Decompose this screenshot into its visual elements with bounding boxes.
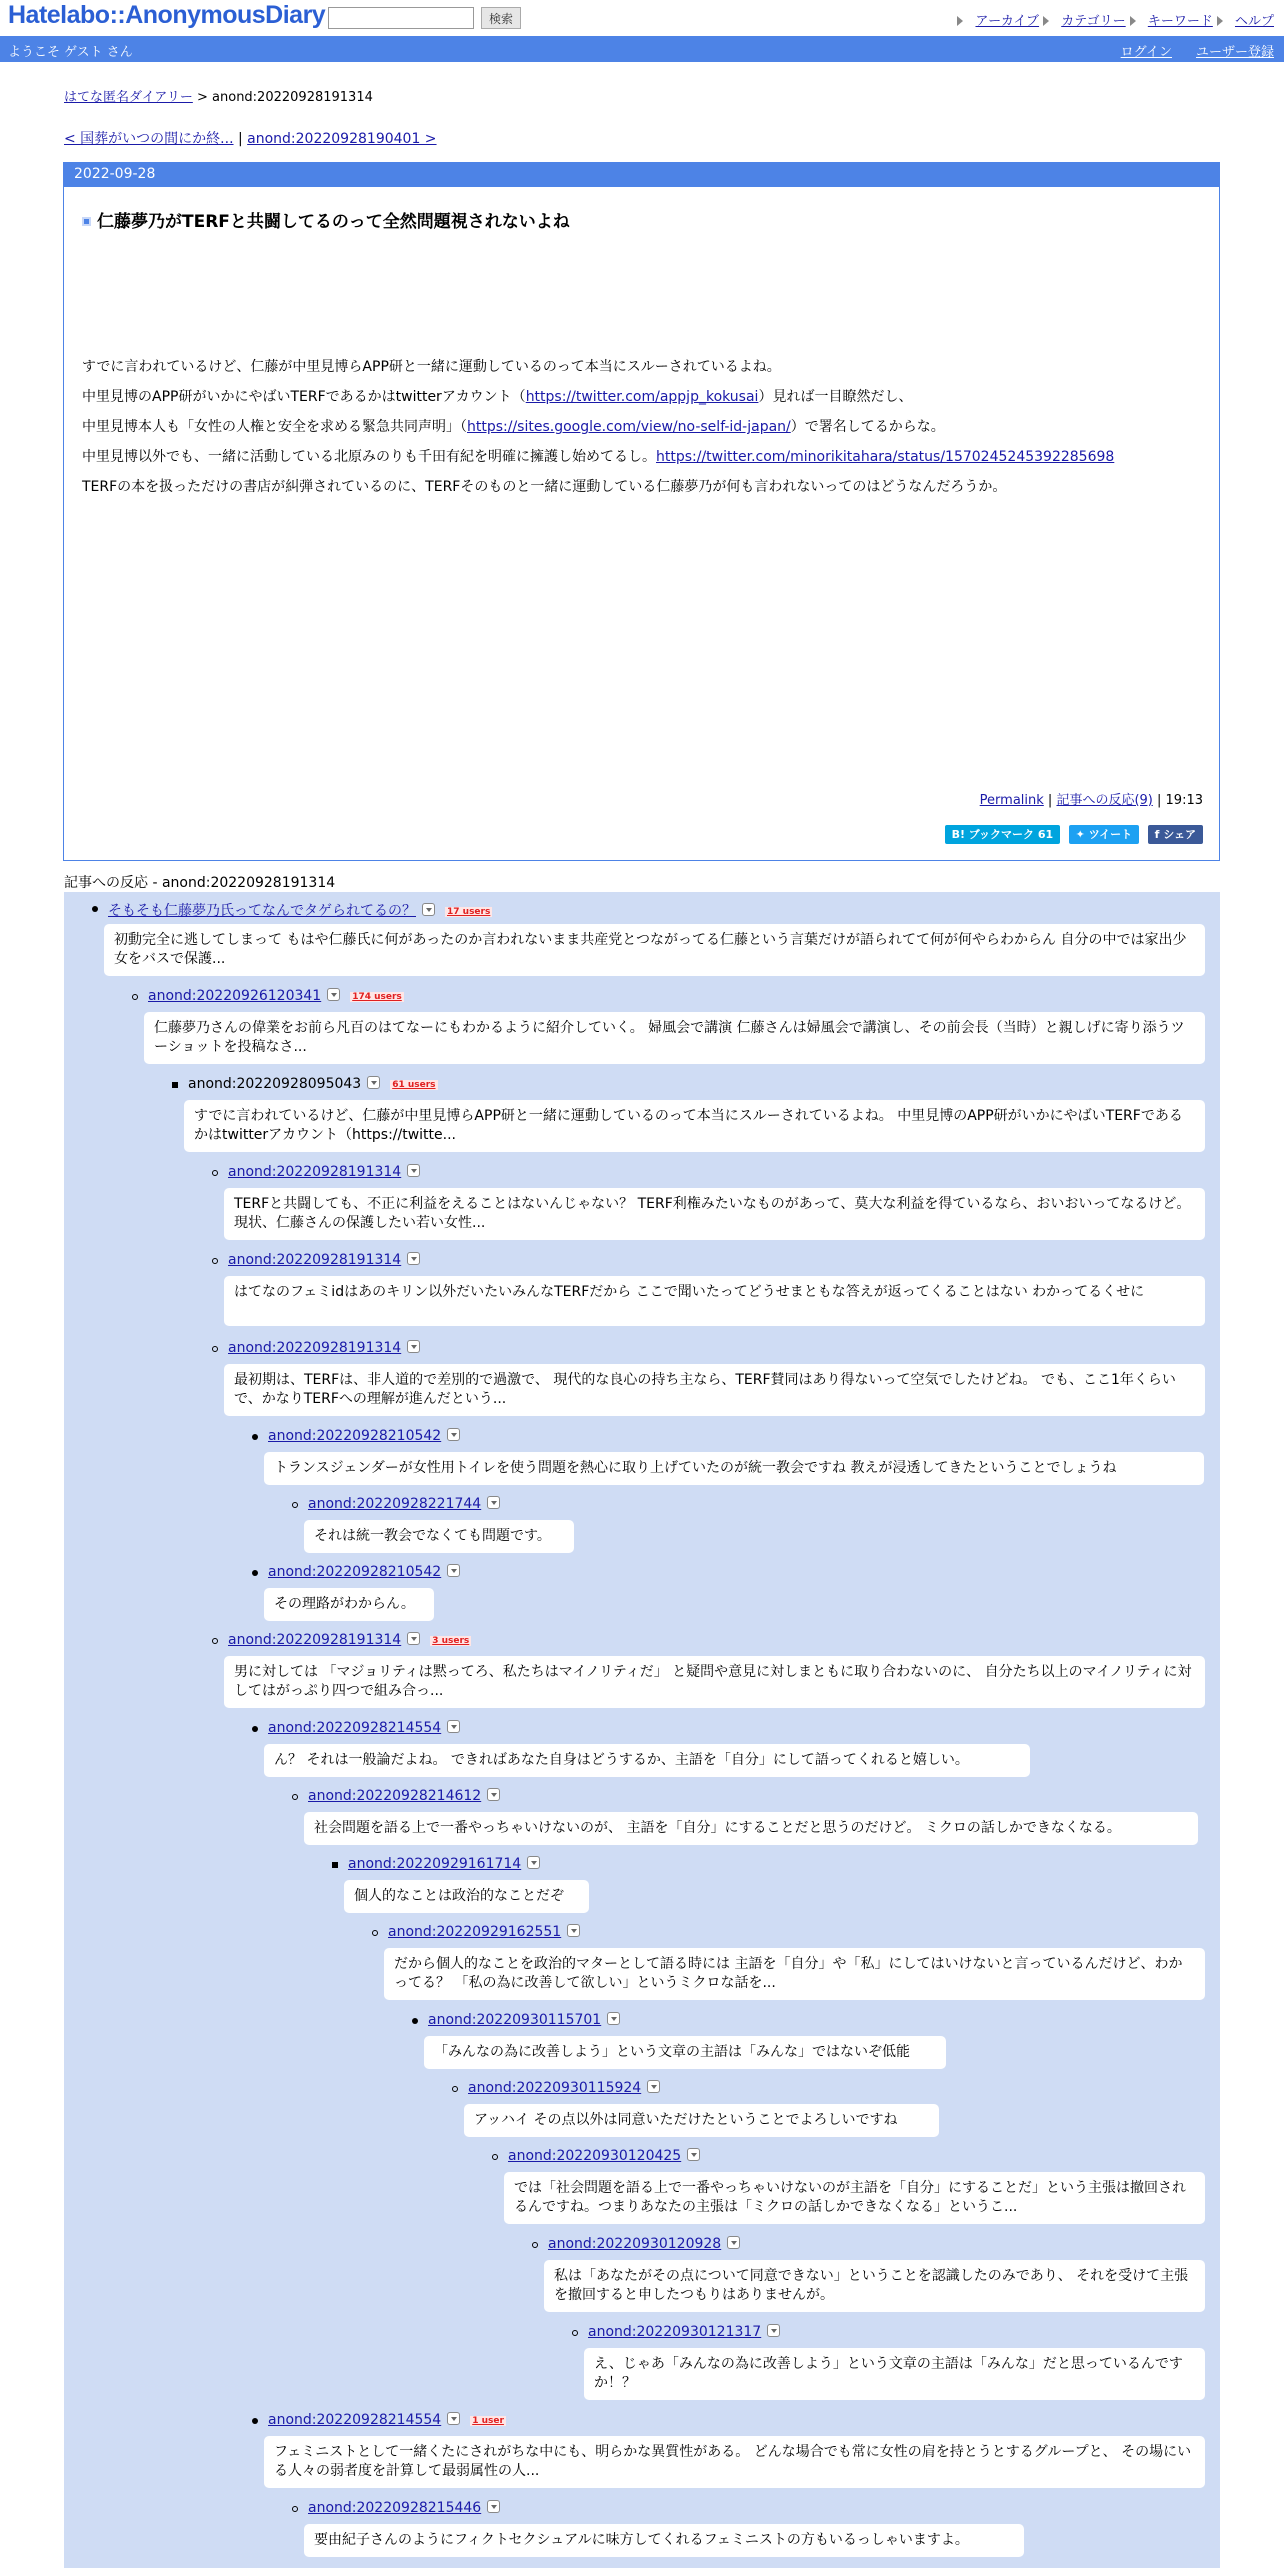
hatena-bookmark-button[interactable]: B! ブックマーク 61 xyxy=(945,825,1061,844)
dropdown-toggle-icon[interactable] xyxy=(487,1788,500,1801)
reaction-excerpt: それは統一教会でなくても問題です。 xyxy=(304,1520,574,1553)
dropdown-toggle-icon[interactable] xyxy=(407,1252,420,1265)
nav-help[interactable] xyxy=(1217,14,1274,29)
breadcrumb-current: anond:20220928191314 xyxy=(212,90,373,105)
reaction-header xyxy=(308,1788,500,1804)
nav-keyword-link[interactable]: キーワード xyxy=(1147,14,1213,29)
reaction-header xyxy=(268,1564,460,1580)
dropdown-toggle-icon[interactable] xyxy=(422,903,435,916)
reaction-excerpt: すでに言われているけど、仁藤が中里見博らAPP研と一緒に運動しているのって本当にスルーされているよね。 中里見博のAPP研がいかにやばいTERFであるかはtwitterアカウント（https://twitte... xyxy=(184,1100,1205,1152)
reaction-header xyxy=(308,2500,500,2516)
article xyxy=(63,162,1220,861)
bookmark-users-badge[interactable]: 17 users xyxy=(447,907,491,917)
bullet-icon xyxy=(452,2086,458,2092)
reaction-id[interactable]: anond:20220930120928 xyxy=(548,2236,722,2252)
dropdown-toggle-icon[interactable] xyxy=(647,2080,660,2093)
site-logo[interactable]: Hatelabo::AnonymousDiary xyxy=(8,1,326,29)
reaction-id[interactable]: anond:20220928210542 xyxy=(268,1428,442,1444)
dropdown-toggle-icon[interactable] xyxy=(447,2412,460,2425)
prev-next-nav xyxy=(64,128,437,148)
reaction-id[interactable]: anond:20220929162551 xyxy=(388,1924,562,1940)
reaction-id[interactable]: anond:20220929161714 xyxy=(348,1856,522,1872)
reaction-excerpt: 個人的なことは政治的なことだぞ xyxy=(344,1880,589,1913)
article-footer: Permalink | 記事への反応(9) | 19:13 xyxy=(979,793,1203,808)
dropdown-toggle-icon[interactable] xyxy=(447,1428,460,1441)
bookmark-users-badge[interactable]: 3 users xyxy=(432,1636,470,1646)
body-line xyxy=(82,442,1114,472)
breadcrumb xyxy=(64,86,373,105)
tweet-button[interactable] xyxy=(1069,825,1140,844)
reaction-id[interactable]: anond:20220930120425 xyxy=(508,2148,682,2164)
reaction-excerpt: トランスジェンダーが女性用トイレを使う問題を熱心に取り上げていたのが統一教会ですね 教えが浸透してきたということでしょうね xyxy=(264,1452,1204,1485)
reaction-id[interactable]: anond:20220928191314 xyxy=(228,1340,402,1356)
reaction-excerpt: 社会問題を語る上で一番やっちゃいけないのが、 主語を「自分」にすることだと思うのだけど。 ミクロの話しかできなくなる。 xyxy=(304,1812,1198,1845)
bullet-icon xyxy=(372,1930,378,1936)
reaction-header xyxy=(148,988,404,1004)
dropdown-toggle-icon[interactable] xyxy=(447,1720,460,1733)
article-title-text: 仁藤夢乃がTERFと共闘してるのって全然問題視されないよね xyxy=(97,212,570,232)
reaction-header xyxy=(308,1496,500,1512)
facebook-icon: f xyxy=(1154,828,1164,841)
bird-icon: ✦ xyxy=(1075,828,1089,841)
reaction-id[interactable]: anond:20220928191314 xyxy=(228,1252,402,1268)
permalink[interactable]: Permalink xyxy=(979,793,1044,808)
reaction-excerpt: では「社会問題を語る上で一番やっちゃいけないのが主語を「自分」にすることだ」という主張は撤回されるんですね。つまりあなたの主張は「ミクロの話しかできなくなる」というこ... xyxy=(504,2172,1205,2224)
top-nav xyxy=(957,10,1274,29)
reaction-excerpt: 仁藤夢乃さんの偉業をお前ら凡百のはてなーにもわかるように紹介していく。 婦風会で講演 仁藤さんは婦風会で講演し、その前会長（当時）と親しげに寄り添うツーショットを投稿なさ... xyxy=(144,1012,1205,1064)
post-time: 19:13 xyxy=(1165,793,1203,808)
dropdown-toggle-icon[interactable] xyxy=(727,2236,740,2249)
reaction-header xyxy=(228,1632,471,1648)
reaction-id[interactable]: anond:20220930121317 xyxy=(588,2324,762,2340)
reaction-tree xyxy=(64,892,1220,2568)
reaction-header xyxy=(268,1428,460,1444)
reaction-id: anond:20220928095043 xyxy=(188,1076,362,1092)
arrow-icon xyxy=(1043,16,1049,26)
body-text: 中里見博以外でも、一緒に活動している北原みのりも千田有紀を明確に擁護し始めてるし。 xyxy=(82,449,656,465)
body-text: ）で署名してるからな。 xyxy=(790,419,945,435)
body-line xyxy=(82,412,1114,442)
reaction-header xyxy=(428,2012,620,2028)
dropdown-toggle-icon[interactable] xyxy=(767,2324,780,2337)
reaction-excerpt: はてなのフェミidはあのキリン以外だいたいみんなTERFだから ここで聞いたってどうせまともな答えが返ってくることはない わかってるくせに xyxy=(224,1276,1205,1326)
body-link[interactable]: https://twitter.com/appjp_kokusai xyxy=(525,389,759,405)
reaction-id[interactable]: anond:20220930115701 xyxy=(428,2012,602,2028)
bullet-icon xyxy=(212,1346,218,1352)
reaction-id[interactable]: anond:20220928215446 xyxy=(308,2500,482,2516)
search-input[interactable] xyxy=(328,7,474,29)
nav-keyword[interactable] xyxy=(1130,14,1213,29)
dropdown-toggle-icon[interactable] xyxy=(607,2012,620,2025)
search-button[interactable]: 検索 xyxy=(481,7,521,29)
tweet-label: ツイート xyxy=(1088,828,1133,841)
reaction-id[interactable]: anond:20220928191314 xyxy=(228,1632,402,1648)
register-link[interactable]: ユーザー登録 xyxy=(1195,45,1274,60)
bullet-icon xyxy=(572,2330,578,2336)
reaction-header xyxy=(228,1164,420,1180)
arrow-icon xyxy=(1217,16,1223,26)
body-text: すでに言われているけど、仁藤が中里見博らAPP研と一緒に運動しているのって本当にスルーされているよね。 xyxy=(82,359,781,375)
bullet-icon xyxy=(132,994,138,1000)
arrow-icon xyxy=(1130,16,1136,26)
bullet-icon xyxy=(252,1570,258,1576)
dropdown-toggle-icon[interactable] xyxy=(407,1632,420,1645)
next-entry-link[interactable]: anond:20220928190401 > xyxy=(247,131,437,147)
breadcrumb-separator: > xyxy=(196,90,208,105)
body-link[interactable]: https://sites.google.com/view/no-self-id-japan/ xyxy=(467,419,791,435)
reaction-header xyxy=(508,2148,700,2164)
bullet-icon xyxy=(252,1434,258,1440)
body-line xyxy=(82,382,1114,412)
dropdown-toggle-icon[interactable] xyxy=(407,1340,420,1353)
user-bar xyxy=(0,36,1284,62)
bullet-icon xyxy=(252,1726,258,1732)
bookmark-users-badge[interactable]: 1 user xyxy=(472,2416,504,2426)
reaction-id[interactable]: そもそも仁藤夢乃氏ってなんでタゲられてるの？ xyxy=(108,903,416,919)
body-text: 中里見博のAPP研がいかにやばいTERFであるかはtwitterアカウント（ xyxy=(82,389,526,405)
bullet-icon xyxy=(212,1638,218,1644)
prev-entry-link[interactable]: < 国葬がいつの間にか終... xyxy=(64,131,234,147)
arrow-icon xyxy=(957,16,963,26)
reactions-header: 記事への反応 - anond:20220928191314 xyxy=(64,872,1220,897)
nav-category-link[interactable]: カテゴリー xyxy=(1061,14,1126,29)
bullet-icon xyxy=(212,1258,218,1264)
dropdown-toggle-icon[interactable] xyxy=(447,1564,460,1577)
bookmark-users-badge[interactable]: 174 users xyxy=(352,992,402,1002)
article-date: 2022-09-28 xyxy=(64,163,1219,187)
reaction-header xyxy=(468,2080,660,2096)
login-link[interactable]: ログイン xyxy=(1120,45,1172,60)
reaction-id[interactable]: anond:20220926120341 xyxy=(148,988,322,1004)
reactions-link[interactable]: 記事への反応(9) xyxy=(1056,793,1153,808)
prev-next-separator: | xyxy=(237,131,243,147)
reaction-excerpt: その理路がわからん。 xyxy=(264,1588,434,1621)
bullet-icon xyxy=(532,2242,538,2248)
reaction-id[interactable]: anond:20220928214554 xyxy=(268,2412,442,2428)
reaction-header xyxy=(588,2324,780,2340)
reaction-excerpt: 「みんなの為に改善しよう」という文章の主語は「みんな」ではないぞ低能 xyxy=(424,2036,946,2069)
facebook-share-button[interactable] xyxy=(1148,825,1203,844)
dropdown-toggle-icon[interactable] xyxy=(487,2500,500,2513)
reaction-id[interactable]: anond:20220930115924 xyxy=(468,2080,642,2096)
reaction-excerpt: だから個人的なことを政治的マターとして語る時には 主語を「自分」や「私」にしてはいけないと言っているんだけど、わかってる？ 「私の為に改善して欲しい」というミクロな話を... xyxy=(384,1948,1205,2000)
bookmark-users-badge[interactable]: 61 users xyxy=(392,1080,436,1090)
dropdown-toggle-icon[interactable] xyxy=(687,2148,700,2161)
bullet-icon xyxy=(332,1862,338,1868)
dropdown-toggle-icon[interactable] xyxy=(567,1924,580,1937)
reaction-header xyxy=(548,2236,740,2252)
reaction-excerpt: え、じゃあ「みんなの為に改善しよう」という文章の主語は「みんな」だと思っているんですか！？ xyxy=(584,2348,1205,2400)
body-text: 中里見博本人も「女性の人権と安全を求める緊急共同声明」（ xyxy=(82,419,467,435)
reaction-header xyxy=(108,900,492,920)
breadcrumb-root[interactable]: はてな匿名ダイアリー xyxy=(64,90,193,105)
body-link[interactable]: https://twitter.com/minorikitahara/status/1570245245392285698 xyxy=(656,449,1115,465)
reaction-excerpt: 要由紀子さんのようにフィクトセクシュアルに味方してくれるフェミニストの方もいるっしゃいますよ。 xyxy=(304,2524,1024,2557)
bullet-icon xyxy=(292,1794,298,1800)
dropdown-toggle-icon[interactable] xyxy=(367,1076,380,1089)
reaction-id[interactable]: anond:20220928214554 xyxy=(268,1720,442,1736)
nav-archive-link[interactable]: アーカイブ xyxy=(975,14,1040,29)
dropdown-toggle-icon[interactable] xyxy=(527,1856,540,1869)
article-title xyxy=(82,207,570,232)
dropdown-toggle-icon[interactable] xyxy=(407,1164,420,1177)
reaction-header xyxy=(268,1720,460,1736)
reaction-excerpt: フェミニストとして一緒くたにされがちな中にも、明らかな異質性がある。 どんな場合でも常に女性の肩を持とうとするグループと、 その場にいる人々の弱者度を計算して最弱属性の人... xyxy=(264,2436,1205,2488)
reaction-excerpt: 私は「あなたがその点について同意できない」ということを認識したのみであり、 それを受けて主張を撤回すると申したつもりはありませんが。 xyxy=(544,2260,1205,2312)
article-body xyxy=(82,352,1114,502)
reaction-header xyxy=(228,1252,420,1268)
reaction-id[interactable]: anond:20220928191314 xyxy=(228,1164,402,1180)
top-bar xyxy=(0,0,1284,36)
body-text: TERFの本を扱っただけの書店が糾弾されているのに、TERFそのものと一緒に運動している仁藤夢乃が何も言われないってのはどうなんだろうか。 xyxy=(82,479,1007,495)
reaction-header xyxy=(348,1856,540,1872)
reaction-header xyxy=(268,2412,506,2428)
reaction-excerpt: TERFと共闘しても、不正に利益をえることはないんじゃない？ TERF利権みたいなものがあって、莫大な利益を得ているなら、おいおいってなるけど。 現状、仁藤さんの保護したい若い女性... xyxy=(224,1188,1205,1240)
reaction-header xyxy=(228,1340,420,1356)
reaction-id[interactable]: anond:20220928210542 xyxy=(268,1564,442,1580)
reaction-excerpt: アッハイ その点以外は同意いただけたということでよろしいですね xyxy=(464,2104,939,2137)
bullet-icon xyxy=(412,2018,418,2024)
reaction-header xyxy=(188,1076,438,1092)
body-line xyxy=(82,472,1114,502)
dropdown-toggle-icon[interactable] xyxy=(327,988,340,1001)
nav-category[interactable] xyxy=(1043,14,1125,29)
bullet-icon xyxy=(92,906,98,912)
nav-help-link[interactable]: ヘルプ xyxy=(1234,14,1274,29)
reaction-id[interactable]: anond:20220928221744 xyxy=(308,1496,482,1512)
reaction-excerpt: 男に対しては 「マジョリティは黙ってろ、私たちはマイノリティだ」 と疑問や意見に対しまともに取り合わないのに、 自分たち以上のマイノリティに対してはがっぷり四つで組み合っ... xyxy=(224,1656,1205,1708)
reaction-excerpt: 最初期は、TERFは、非人道的で差別的で過激で、 現代的な良心の持ち主なら、TERF賛同はあり得ないって空気でしたけどね。 でも、ここ1年くらいで、かなりTERFへの理解が進んだという... xyxy=(224,1364,1205,1416)
bullet-icon xyxy=(212,1170,218,1176)
dropdown-toggle-icon[interactable] xyxy=(487,1496,500,1509)
body-text: ）見れば一目瞭然だし、 xyxy=(758,389,913,405)
reaction-excerpt: ん？ それは一般論だよね。 できればあなた自身はどうするか、主語を「自分」にして語ってくれると嬉しい。 xyxy=(264,1744,1030,1777)
reaction-id[interactable]: anond:20220928214612 xyxy=(308,1788,482,1804)
bullet-icon xyxy=(292,2506,298,2512)
entry-icon[interactable] xyxy=(82,217,91,226)
body-line xyxy=(82,352,1114,382)
bullet-icon xyxy=(252,2418,258,2424)
bullet-icon xyxy=(172,1082,178,1088)
reaction-header xyxy=(388,1924,580,1940)
nav-archive[interactable] xyxy=(957,14,1039,29)
welcome-text: ようこそ ゲスト さん xyxy=(8,45,133,60)
facebook-label: シェア xyxy=(1163,828,1196,841)
bullet-icon xyxy=(292,1502,298,1508)
bullet-icon xyxy=(492,2154,498,2160)
reaction-excerpt: 初動完全に逃してしまって もはや仁藤氏に何があったのか言われないまま共産党とつながってる仁藤という言葉だけが語られてて何が何やらわからん 自分の中では家出少女をバスで保護... xyxy=(104,924,1205,976)
share-buttons xyxy=(941,825,1203,844)
